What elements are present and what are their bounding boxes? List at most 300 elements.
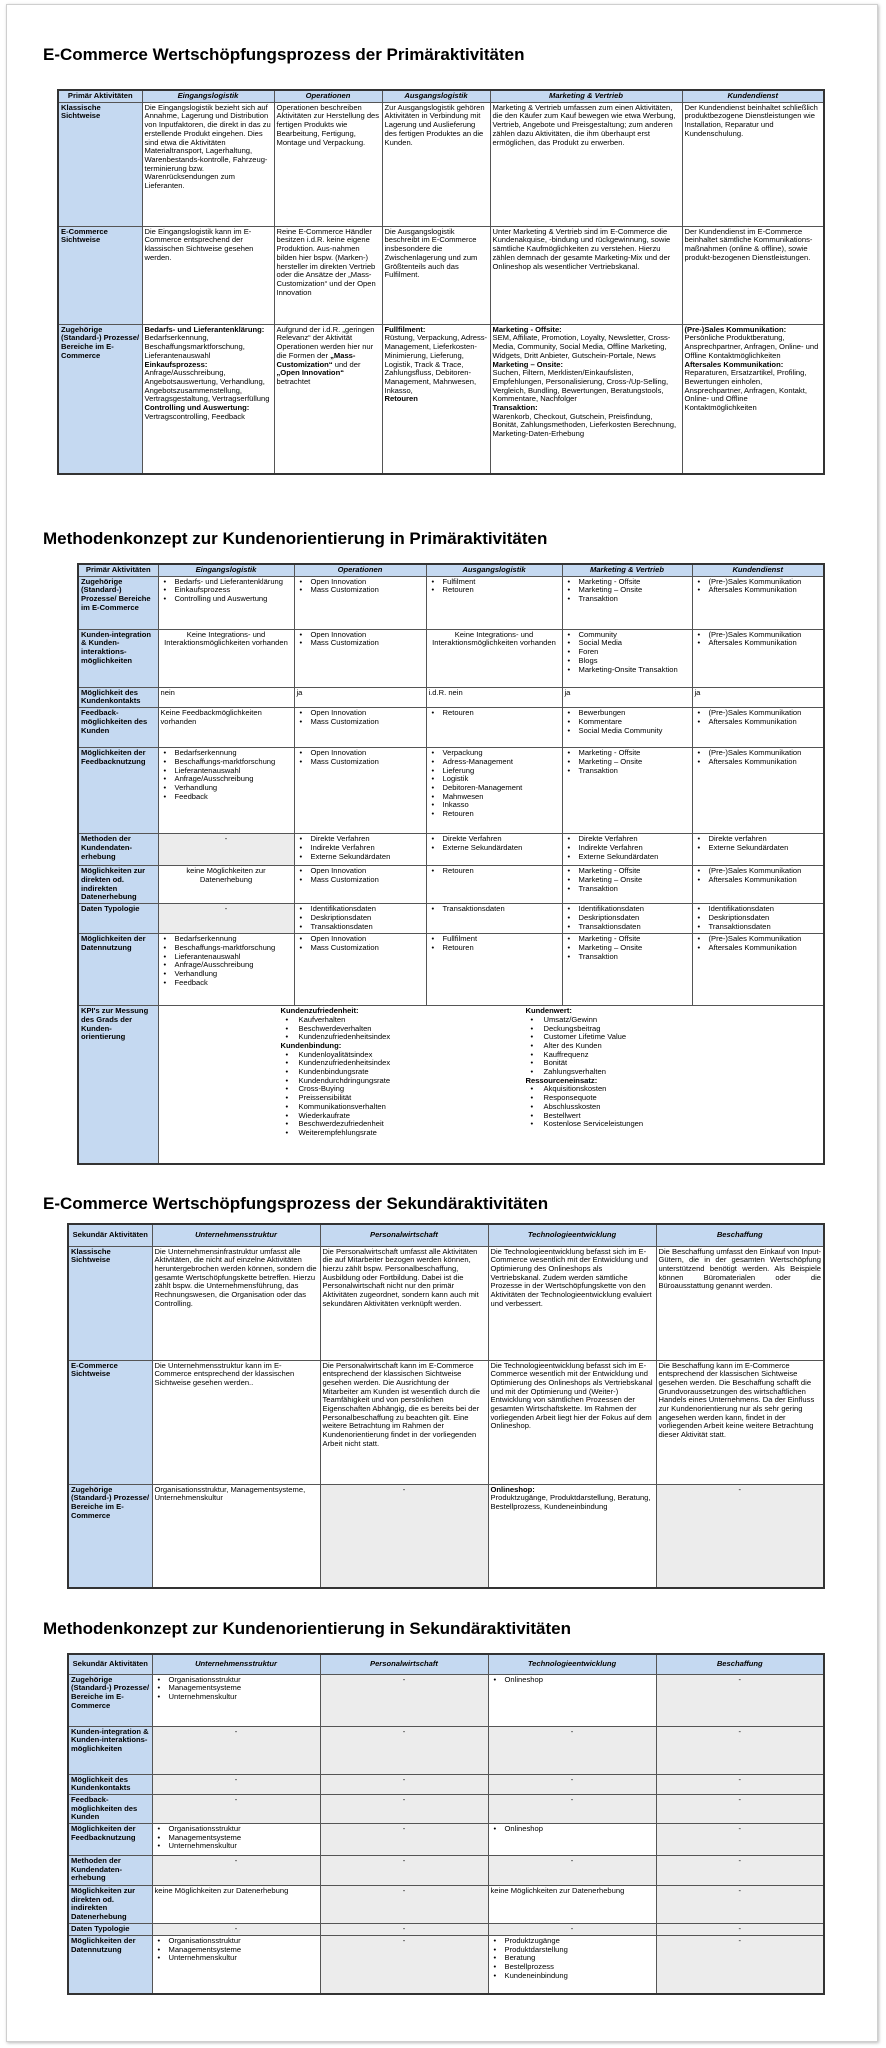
bullet-list <box>429 867 560 876</box>
list-item: • Deckungsbeitrag <box>526 1025 771 1034</box>
bullet-list <box>429 835 560 852</box>
column-header: Marketing & Vertrieb <box>490 90 682 102</box>
list-item: • Beschaffungs-marktforschung <box>161 758 292 767</box>
list-item: • Fullfilment <box>429 935 560 944</box>
table-cell <box>562 934 692 1006</box>
table-cell <box>490 324 682 474</box>
list-item: • Open Innovation <box>297 631 424 640</box>
list-item: • Organisationsstruktur <box>155 1937 318 1946</box>
cell-text: Warenkorb, Checkout, Gutschein, Preisfindung, Bonität, Zahlungsmethoden, Lieferkosten Berechnung, Marketing-Daten-Erhebung <box>492 411 677 439</box>
bullet-list <box>297 631 424 648</box>
kpi-cell <box>158 1006 824 1164</box>
list-item: • Managementsysteme <box>155 1946 318 1955</box>
table-cell <box>692 866 824 904</box>
bullet-list <box>297 835 424 861</box>
table-cell: Die Eingangslogistik bezieht sich auf Annahme, Lagerung und Distribution von Inputfaktoren, die direkt in das zu erstellende Produkt eingehen. Dies sind etwa die Aktivitäten Materialtransport, Lagerhaltung, Warenbestands-kontrolle, Fahrzeug-terminierung bzw. Warenrücksendungen zum Lieferanten. <box>142 102 274 226</box>
table-cell: - <box>656 1726 824 1774</box>
row-header: Möglichkeiten der Datennutzung <box>78 934 158 1006</box>
row-header: Kunden-integration & Kunden-interaktions-möglichkeiten <box>78 629 158 687</box>
bullet-list <box>429 905 560 914</box>
list-item: • Aftersales Kommunikation <box>695 876 822 885</box>
row-header: Zugehörige (Standard-) Prozesse/ Bereiche im E-Commerce <box>68 1674 152 1726</box>
kpi-column <box>281 1007 526 1138</box>
table-cell: - <box>488 1726 656 1774</box>
table-cell <box>562 576 692 629</box>
list-item: • Responsequote <box>526 1094 771 1103</box>
table-cell <box>426 866 562 904</box>
kpi-column <box>526 1007 771 1138</box>
list-item: • Anfrage/Ausschreibung <box>161 775 292 784</box>
cell-text: Rüstung, Verpackung, Adress-Management, Lieferkosten-Minimierung, Lieferung, Logistik, Track & Trace, Zahlungsfluss, Debitoren-Management, Mahnwesen, Inkasso, <box>384 333 488 395</box>
list-item: • Beratung <box>491 1954 654 1963</box>
bullet-list <box>281 1016 526 1042</box>
bullet-list <box>695 749 822 766</box>
list-item: • Controlling und Auswertung <box>161 595 292 604</box>
column-header: Beschaffung <box>656 1224 824 1246</box>
table-cell: - <box>320 1936 488 1994</box>
row-header: E-Commerce Sichtweise <box>58 226 142 324</box>
bullet-list <box>155 1937 318 1963</box>
row-header: Kunden-integration & Kunden-interaktions-möglichkeiten <box>68 1726 152 1774</box>
bullet-list <box>297 749 424 766</box>
list-item: • Produktzugänge <box>491 1937 654 1946</box>
list-item: • (Pre-)Sales Kommunikation <box>695 631 822 640</box>
list-item: • Mass Customization <box>297 586 424 595</box>
table-primary-value-chain <box>57 89 825 475</box>
list-item: • Transaktion <box>565 767 690 776</box>
bullet-list <box>491 1825 654 1834</box>
table-cell <box>294 708 426 748</box>
table-cell: Der Kundendienst im E-Commerce beinhaltet sämtliche Kommunikations-maßnahmen (online & offline), sowie produkt-bezogenen Dienstleistungen. <box>682 226 824 324</box>
cell-subheading: Marketing – Onsite: <box>492 359 563 369</box>
table-cell <box>294 934 426 1006</box>
list-item: • (Pre-)Sales Kommunikation <box>695 935 822 944</box>
table-cell: Marketing & Vertrieb umfassen zum einen Aktivitäten, die den Käufer zum Kauf bewegen wie etwa Werbung, Vertrieb, Angebote und Preisgestaltung; zum anderen zählen dazu Aktivitäten, die ihm überhaupt erst ermöglichen, das Produkt zu erwerben. <box>490 102 682 226</box>
row-header: Möglichkeiten der Feedbacknutzung <box>68 1824 152 1856</box>
list-item: • Kundendurchdringungsrate <box>281 1077 526 1086</box>
list-item: • Mass Customization <box>297 718 424 727</box>
list-item: • Kundenloyalitätsindex <box>281 1051 526 1060</box>
list-item: • Umsatz/Gewinn <box>526 1016 771 1025</box>
table-cell: Die Eingangslogistik kann im E-Commerce entsprechend der klassischen Sichtweise gesehen werden. <box>142 226 274 324</box>
list-item: • Retouren <box>429 867 560 876</box>
column-header: Eingangslogistik <box>158 564 294 576</box>
list-item: • Indirekte Verfahren <box>565 844 690 853</box>
table-cell: ja <box>692 687 824 707</box>
table-cell <box>294 904 426 934</box>
table-cell: i.d.R. nein <box>426 687 562 707</box>
table-cell <box>562 748 692 834</box>
list-item: • Retouren <box>429 709 560 718</box>
table-cell: Reine E-Commerce Händler besitzen i.d.R. keine eigene Produktion. Aus-nahmen bilden hier bspw. (Marken-) hersteller im direkten Vertrieb oder die Ansätze der „Mass-Customization“ und der Open Innovation <box>274 226 382 324</box>
table-cell: - <box>656 1484 824 1588</box>
table-corner-header: Primär Aktivitäten <box>78 564 158 576</box>
table-cell: - <box>320 1856 488 1886</box>
list-item: • Open Innovation <box>297 867 424 876</box>
list-item: • Feedback <box>161 979 292 988</box>
table-cell: ja <box>562 687 692 707</box>
table-secondary-method-concept <box>67 1653 825 1995</box>
row-header: Methoden der Kundendaten-erhebung <box>68 1856 152 1886</box>
list-item: • Retouren <box>429 944 560 953</box>
table-cell: - <box>158 904 294 934</box>
list-item: • Bestellprozess <box>491 1963 654 1972</box>
table-cell <box>426 708 562 748</box>
row-header: Zugehörige (Standard-) Prozesse/ Bereiche im E-Commerce <box>78 576 158 629</box>
list-item: • Lieferantenauswahl <box>161 767 292 776</box>
table-cell <box>692 708 824 748</box>
table-cell <box>562 834 692 866</box>
table-cell <box>152 1936 320 1994</box>
list-item: • Alter des Kunden <box>526 1042 771 1051</box>
table-cell <box>142 324 274 474</box>
table-cell <box>562 866 692 904</box>
bullet-list <box>429 578 560 595</box>
bullet-list <box>297 905 424 931</box>
cell-subheading: Bedarfs- und Lieferantenklärung: <box>144 324 265 334</box>
table-cell: - <box>656 1936 824 1994</box>
table-cell: - <box>320 1886 488 1924</box>
list-item: • Onlineshop <box>491 1676 654 1685</box>
table-cell <box>158 576 294 629</box>
table-cell: - <box>152 1856 320 1886</box>
table-corner-header: Primär Aktivitäten <box>58 90 142 102</box>
list-item: • Kostenlose Serviceleistungen <box>526 1120 771 1129</box>
list-item: • Aftersales Kommunikation <box>695 586 822 595</box>
table-cell <box>274 324 382 474</box>
table-cell <box>488 1936 656 1994</box>
column-header: Kundendienst <box>682 90 824 102</box>
list-item: • Kommunikationsverhalten <box>281 1103 526 1112</box>
list-item: • Marketing – Onsite <box>565 876 690 885</box>
bullet-list <box>565 631 690 675</box>
list-item: • Akquisitionskosten <box>526 1085 771 1094</box>
table-cell: - <box>152 1924 320 1936</box>
list-item: • Marketing - Offsite <box>565 749 690 758</box>
column-header: Personalwirtschaft <box>320 1654 488 1674</box>
list-item: • Retouren <box>429 586 560 595</box>
list-item: • (Pre-)Sales Kommunikation <box>695 709 822 718</box>
kpi-heading: Ressourceneinsatz: <box>525 1075 598 1085</box>
cell-text: betrachtet <box>276 376 311 386</box>
table-cell: Die Ausgangslogistik beschreibt im E-Commerce insbesondere die Zwischenlagerung und zum Größtenteils auch das Fulfilment. <box>382 226 490 324</box>
table-cell <box>692 629 824 687</box>
table-cell: - <box>656 1856 824 1886</box>
list-item: • Beschwerdeverhalten <box>281 1025 526 1034</box>
list-item: • Organisationsstruktur <box>155 1825 318 1834</box>
list-item: • Weiterempfehlungsrate <box>281 1129 526 1138</box>
column-header: Eingangslogistik <box>142 90 274 102</box>
table-corner-header: Sekundär Aktivitäten <box>68 1654 152 1674</box>
list-item: • Inkasso <box>429 801 560 810</box>
list-item: • Mahnwesen <box>429 793 560 802</box>
table-cell <box>158 748 294 834</box>
list-item: • Unternehmenskultur <box>155 1954 318 1963</box>
row-header: Möglichkeit des Kundenkontakts <box>78 687 158 707</box>
list-item: • Identifikationsdaten <box>297 905 424 914</box>
bullet-list <box>297 578 424 595</box>
list-item: • Marketing - Offsite <box>565 578 690 587</box>
row-header: KPI's zur Messung des Grads der Kunden-orientierung <box>78 1006 158 1164</box>
bullet-list <box>491 1937 654 1981</box>
list-item: • Marketing-Onsite Transaktion <box>565 666 690 675</box>
list-item: • Bedarfs- und Lieferantenklärung <box>161 578 292 587</box>
cell-text: Vertragscontrolling, Feedback <box>144 411 245 421</box>
list-item: • Bewerbungen <box>565 709 690 718</box>
row-header: Möglichkeiten der Datennutzung <box>68 1936 152 1994</box>
table-cell: - <box>656 1824 824 1856</box>
table-cell: Zur Ausgangslogistik gehören Aktivitäten in Verbindung mit Lagerung und Auslieferung des fertigen Produktes an die Kunden. <box>382 102 490 226</box>
table-cell <box>692 748 824 834</box>
bullet-list <box>161 935 292 987</box>
list-item: • Adress-Management <box>429 758 560 767</box>
table-cell <box>158 934 294 1006</box>
table-cell: - <box>488 1856 656 1886</box>
table-cell: nein <box>158 687 294 707</box>
column-header: Beschaffung <box>656 1654 824 1674</box>
list-item: • Zahlungsverhalten <box>526 1068 771 1077</box>
list-item: • Cross-Buying <box>281 1085 526 1094</box>
bullet-list <box>565 709 690 735</box>
list-item: • Marketing – Onsite <box>565 586 690 595</box>
bullet-list <box>695 935 822 952</box>
table-cell: - <box>656 1886 824 1924</box>
list-item: • Verhandlung <box>161 970 292 979</box>
table-cell <box>562 629 692 687</box>
list-item: • Lieferantenauswahl <box>161 953 292 962</box>
table-cell: - <box>320 1484 488 1588</box>
list-item: • Beschwerdezufriedenheit <box>281 1120 526 1129</box>
section-title-primary-value-chain: E-Commerce Wertschöpfungsprozess der Primäraktivitäten <box>43 45 525 64</box>
list-item: • Fulfilment <box>429 578 560 587</box>
list-item: • (Pre-)Sales Kommunikation <box>695 749 822 758</box>
list-item: • Aftersales Kommunikation <box>695 758 822 767</box>
list-item: • Social Media <box>565 639 690 648</box>
list-item: • Externe Sekundärdaten <box>429 844 560 853</box>
list-item: • Mass Customization <box>297 944 424 953</box>
list-item: • Transaktionsdaten <box>695 923 822 932</box>
list-item: • Marketing – Onsite <box>565 944 690 953</box>
table-cell: Keine Integrations- und Interaktionsmöglichkeiten vorhanden <box>426 629 562 687</box>
list-item: • Wiederkaufrate <box>281 1112 526 1121</box>
cell-subheading: (Pre-)Sales Kommunikation: <box>684 324 787 334</box>
cell-subheading: Controlling und Auswertung: <box>144 403 250 413</box>
list-item: • Feedback <box>161 793 292 802</box>
table-cell: - <box>158 834 294 866</box>
table-secondary-value-chain <box>67 1223 825 1589</box>
bullet-list <box>161 578 292 604</box>
list-item: • Transaktion <box>565 885 690 894</box>
kpi-heading: Kundenwert: <box>525 1006 572 1016</box>
table-cell: Die Personalwirtschaft kann im E-Commerce entsprechend der klassischen Sichtweise gesehen werden. Die Ausrichtung der Mitarbeiter am Kunden ist wesentlich durch die Teamfähigkeit und von persönlichen Eigenschaften Abhängig, die es bereits bei der Personalbeschaffung zu beachten gilt. Eine weitere Betrachtung im Rahmen der Kundenorientierung findet in der vorliegenden Arbeit nicht statt. <box>320 1360 488 1484</box>
list-item: • Blogs <box>565 657 690 666</box>
list-item: • Externe Sekundärdaten <box>565 853 690 862</box>
table-cell: Operationen beschreiben Aktivitäten zur Herstellung des fertigen Produkts wie Bearbeitung, Fertigung, Montage und Verpackung. <box>274 102 382 226</box>
list-item: • Retouren <box>429 810 560 819</box>
table-cell: - <box>656 1924 824 1936</box>
list-item: • Deskriptionsdaten <box>297 914 424 923</box>
table-cell: - <box>320 1674 488 1726</box>
list-item: • Kundenzufriedenheitsindex <box>281 1033 526 1042</box>
table-cell: - <box>320 1794 488 1823</box>
cell-subheading: Marketing - Offsite: <box>492 324 562 334</box>
row-header: Klassische Sichtweise <box>68 1246 152 1360</box>
bullet-list <box>526 1085 771 1129</box>
list-item: • Kundenzufriedenheitsindex <box>281 1059 526 1068</box>
column-header: Operationen <box>294 564 426 576</box>
table-cell: Die Unternehmensstruktur kann im E-Commerce entsprechend der klassischen Sichtweise gesehen werden.. <box>152 1360 320 1484</box>
list-item: • Verpackung <box>429 749 560 758</box>
table-cell <box>382 324 490 474</box>
section-title-secondary-method-concept: Methodenkonzept zur Kundenorientierung in Sekundäraktivitäten <box>43 1619 571 1638</box>
bullet-list <box>429 709 560 718</box>
list-item: • Transaktionsdaten <box>297 923 424 932</box>
list-item: • Externe Sekundärdaten <box>695 844 822 853</box>
list-item: • Kommentare <box>565 718 690 727</box>
cell-text: Anfrage/Ausschreibung, Angebotsauswertung, Verhandlung, Angebotszusammenstellung, Vertragsgestaltung, Vertragserfüllung <box>144 368 270 404</box>
list-item: • Open Innovation <box>297 578 424 587</box>
table-cell: Organisationsstruktur, Managementsysteme, Unternehmenskultur <box>152 1484 320 1588</box>
table-cell <box>426 834 562 866</box>
table-cell <box>562 708 692 748</box>
bullet-list <box>695 867 822 884</box>
table-cell <box>294 629 426 687</box>
list-item: • Produktdarstellung <box>491 1946 654 1955</box>
table-cell: - <box>320 1924 488 1936</box>
cell-text: SEM, Affiliate, Promotion, Loyalty, Newsletter, Cross-Media, Community, Social Media, Offline Marketing, Widgets, Dritt Anbieter, Gutschein-Portale, News <box>492 333 671 360</box>
table-cell <box>294 748 426 834</box>
list-item: • Identifikationsdaten <box>565 905 690 914</box>
table-cell: - <box>656 1674 824 1726</box>
row-header: Möglichkeiten der Feedbacknutzung <box>78 748 158 834</box>
cell-subheading: Onlineshop: <box>490 1484 535 1494</box>
column-header: Unternehmensstruktur <box>152 1224 320 1246</box>
table-cell <box>426 904 562 934</box>
table-cell <box>426 576 562 629</box>
cell-text: Produktzugänge, Produktdarstellung, Beratung, Bestellprozess, Kundeneinbindung <box>490 1493 651 1511</box>
table-cell <box>294 576 426 629</box>
list-item: • Aftersales Kommunikation <box>695 944 822 953</box>
table-cell: - <box>656 1794 824 1823</box>
list-item: • Externe Sekundärdaten <box>297 853 424 862</box>
bullet-list <box>297 709 424 726</box>
table-cell <box>294 866 426 904</box>
bullet-list <box>565 867 690 893</box>
bullet-list <box>526 1016 771 1077</box>
bullet-list <box>429 749 560 819</box>
list-item: • Direkte Verfahren <box>297 835 424 844</box>
list-item: • Marketing – Onsite <box>565 758 690 767</box>
table-cell: - <box>656 1774 824 1794</box>
list-item: • Mass Customization <box>297 639 424 648</box>
bullet-list <box>281 1051 526 1138</box>
table-cell: Die Beschaffung kann im E-Commerce entsprechend der klassischen Sichtweise gesehen werden. Die Beschaffung schafft die Grundvoraussetzungen des wirtschaftlichen Handels eines Unternehmens. Da der Einfluss zur Kundenorientierung nur als sehr gering angesehen werden kann, findet in der vorliegenden Arbeit keine weitere Betrachtung dieser Aktivität statt. <box>656 1360 824 1484</box>
list-item: • Preissensibilität <box>281 1094 526 1103</box>
table-cell <box>692 576 824 629</box>
table-cell: keine Möglichkeiten zur Datenerhebung <box>158 866 294 904</box>
list-item: • Kaufverhalten <box>281 1016 526 1025</box>
cell-subheading: Transaktion: <box>492 403 538 413</box>
table-cell: - <box>488 1794 656 1823</box>
table-cell: Die Personalwirtschaft umfasst alle Aktivitäten die auf Mitarbeiter bezogen werden können, hierzu zählt bspw. Personalbeschaffung, Ausbildung oder Fortbildung. Dabei ist die Personalwirtschaft nicht nur den primär Aktivitäten zugeordnet, sondern kann auch mit sekundären Aktivitäten verknüpft werden. <box>320 1246 488 1360</box>
table-cell <box>692 904 824 934</box>
column-header: Ausgangslogistik <box>426 564 562 576</box>
list-item: • Bonität <box>526 1059 771 1068</box>
bullet-list <box>565 935 690 961</box>
table-cell: Die Technologieentwicklung befasst sich im E-Commerce wesentlich mit der Entwicklung und Optimierung des Onlineshops als Vertriebskanal und mit der Optimierung und (Weiter-) Entwicklung von sämtlichen Prozessen der gesamten Wirtschaftskette. Im Rahmen der vorliegenden Arbeit liegt hier der Fokus auf dem Onlineshop. <box>488 1360 656 1484</box>
table-cell: Unter Marketing & Vertrieb sind im E-Commerce die Kundenakquise, -bindung und rückgewinnung, sowie sämtliche Kaufmöglichkeiten zu verstehen. Hierzu zählen demnach der gesamte Marketing-Mix und der Onlineshop als wesentlicher Vertriebskanal. <box>490 226 682 324</box>
table-cell: Die Unternehmensinfrastruktur umfasst alle Aktivitäten, die nicht auf einzelne Aktivitäten heruntergebrochen werden können, sondern die gesamte Wertschöpfungskette betreffen. Hierzu zählt bspw. die Unternehmensführung, das Rechnungswesen, die Organisation oder das Controlling. <box>152 1246 320 1360</box>
table-cell: - <box>320 1726 488 1774</box>
list-item: • Managementsysteme <box>155 1834 318 1843</box>
list-item: • Unternehmenskultur <box>155 1842 318 1851</box>
list-item: • Debitoren-Management <box>429 784 560 793</box>
bullet-list <box>297 935 424 952</box>
table-cell: - <box>152 1794 320 1823</box>
list-item: • Logistik <box>429 775 560 784</box>
list-item: • Deskriptionsdaten <box>565 914 690 923</box>
column-header: Technologieentwicklung <box>488 1224 656 1246</box>
table-cell: - <box>320 1824 488 1856</box>
list-item: • Transaktionsdaten <box>565 923 690 932</box>
list-item: • Community <box>565 631 690 640</box>
table-corner-header: Sekundär Aktivitäten <box>68 1224 152 1246</box>
bullet-list <box>161 749 292 801</box>
list-item: • Beschaffungs-marktforschung <box>161 944 292 953</box>
cell-text: „Mass-Customization“ <box>276 350 356 369</box>
row-header: Feedback-möglichkeiten des Kunden <box>68 1794 152 1823</box>
bullet-list <box>565 905 690 931</box>
row-header: Methoden der Kundendaten-erhebung <box>78 834 158 866</box>
list-item: • Kauffrequenz <box>526 1051 771 1060</box>
list-item: • Customer Lifetime Value <box>526 1033 771 1042</box>
table-cell: - <box>320 1774 488 1794</box>
list-item: • Marketing - Offsite <box>565 935 690 944</box>
list-item: • Managementsysteme <box>155 1684 318 1693</box>
list-item: • Identifikationsdaten <box>695 905 822 914</box>
list-item: • Kundeneinbindung <box>491 1972 654 1981</box>
cell-text: Persönliche Produktberatung, Ansprechpartner, Anfragen, Online- und Offline Kontaktmöglichkeiten <box>684 333 819 360</box>
list-item: • Transaktion <box>565 953 690 962</box>
cell-text: „Open Innovation“ <box>276 368 344 378</box>
list-item: • Bedarfserkennung <box>161 935 292 944</box>
cell-subheading: Einkaufsprozess: <box>144 359 208 369</box>
row-header: E-Commerce Sichtweise <box>68 1360 152 1484</box>
cell-subheading: Aftersales Kommunikation: <box>684 359 784 369</box>
table-primary-method-concept <box>77 563 825 1165</box>
list-item: • Marketing - Offsite <box>565 867 690 876</box>
list-item: • Transaktionsdaten <box>429 905 560 914</box>
table-cell: - <box>152 1774 320 1794</box>
document-page <box>6 4 878 2042</box>
table-cell: Die Beschaffung umfasst den Einkauf von Input-Gütern, die in der gesamten Wertschöpfung unterstützend benötigt werden. Als Beispiele können Büromaterialen oder die Büroausstattung genannt werden. <box>656 1246 824 1360</box>
table-cell: - <box>152 1726 320 1774</box>
bullet-list <box>297 867 424 884</box>
table-cell: - <box>488 1774 656 1794</box>
bullet-list <box>695 709 822 726</box>
list-item: • Foren <box>565 648 690 657</box>
list-item: • Unternehmenskultur <box>155 1693 318 1702</box>
column-header: Unternehmensstruktur <box>152 1654 320 1674</box>
list-item: • Open Innovation <box>297 749 424 758</box>
list-item: • Bestellwert <box>526 1112 771 1121</box>
column-header: Technologieentwicklung <box>488 1654 656 1674</box>
cell-text: und der <box>332 359 361 369</box>
table-cell: keine Möglichkeiten zur Datenerhebung <box>152 1886 320 1924</box>
row-header: Möglichkeiten zur direkten od. indirekten Datenerhebung <box>68 1886 152 1924</box>
bullet-list <box>565 835 690 861</box>
table-cell <box>426 748 562 834</box>
